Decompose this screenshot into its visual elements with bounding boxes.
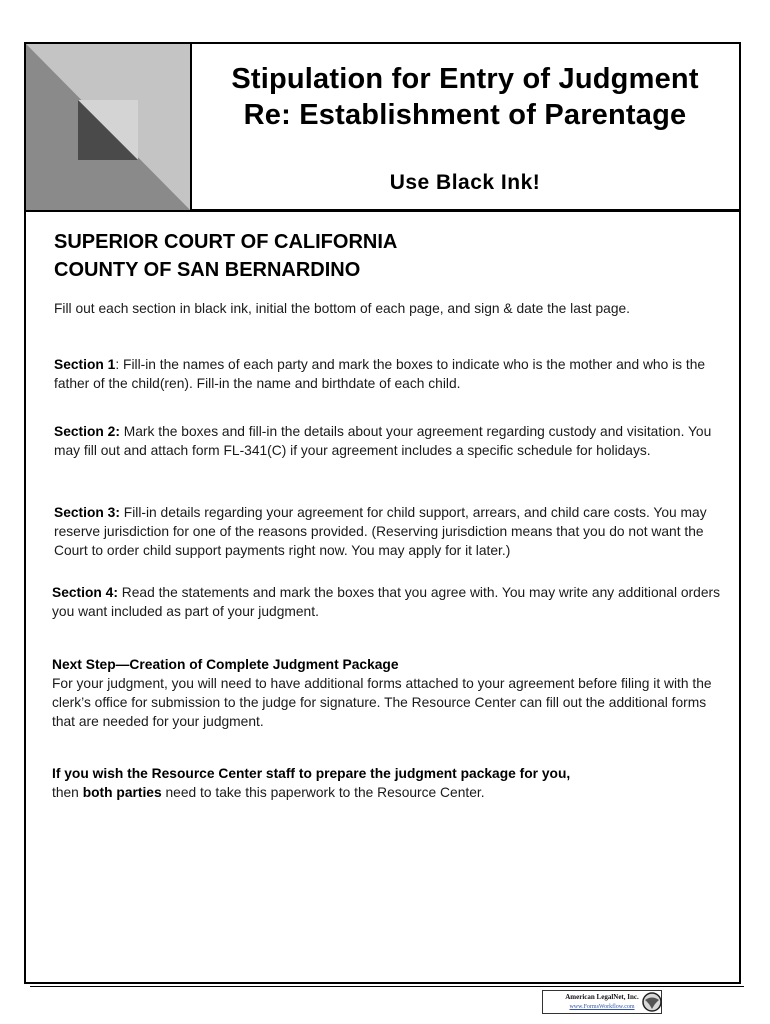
section-2-text: Mark the boxes and fill-in the details about your agreement regarding custody and visitation. You may fill out and attach form FL-341(C) if your agreement includes a specific schedule for holidays. xyxy=(54,424,712,458)
section-3-instructions xyxy=(54,503,724,560)
section-2-instructions xyxy=(54,422,724,460)
footer-divider xyxy=(30,986,744,987)
section-1-instructions xyxy=(54,355,724,393)
resource-center-note xyxy=(52,764,722,802)
section-3-label: Section 3: xyxy=(54,505,120,520)
resource-note-lead-text: If you wish the Resource Center staff to prepare the judgment package for you, xyxy=(52,766,571,781)
resource-note-body xyxy=(52,783,722,802)
square-logo-graphic xyxy=(26,44,190,210)
court-heading xyxy=(54,228,704,284)
legalnet-company: American LegalNet, Inc. xyxy=(565,993,639,1001)
section-4-label: Section 4: xyxy=(52,585,118,600)
section-3-text: Fill-in details regarding your agreement for child support, arrears, and child care costs. You may reserve jurisdiction for one of the reasons provided. (Reserving jurisdiction means that you do not want the Court to order child support payments right now. You may apply for it later.) xyxy=(54,505,707,558)
next-step-block xyxy=(52,655,722,731)
title-area xyxy=(192,44,738,210)
legalnet-globe-icon xyxy=(641,991,663,1013)
resource-note-then: then xyxy=(52,785,83,800)
resource-note-emphasis: both parties xyxy=(82,785,162,800)
next-step-heading xyxy=(52,655,722,674)
section-1-label: Section 1 xyxy=(54,357,116,372)
court-name: SUPERIOR COURT OF CALIFORNIA xyxy=(54,231,398,253)
document-subtitle: Re: Establishment of Parentage xyxy=(243,99,687,131)
next-step-text: For your judgment, you will need to have additional forms attached to your agreement before filing it with the clerk’s office for submission to the judge for signature. The Resource Center can fill out the additional forms that are needed for your judgment. xyxy=(52,676,712,729)
resource-note-lead xyxy=(52,764,722,783)
intro-paragraph: Fill out each section in black ink, initial the bottom of each page, and sign & date the last page. xyxy=(54,301,630,316)
ink-instruction: Use Black Ink! xyxy=(389,171,541,194)
resource-note-rest: need to take this paperwork to the Resource Center. xyxy=(161,785,485,800)
document-title: Stipulation for Entry of Judgment xyxy=(231,63,699,95)
legalnet-url[interactable]: www.FormsWorkflow.com xyxy=(569,1004,635,1010)
next-step-heading-text: Next Step—Creation of Complete Judgment Package xyxy=(52,657,399,672)
square-logo-icon xyxy=(26,44,192,210)
section-4-text: Read the statements and mark the boxes that you agree with. You may write any additional orders you want included as part of your judgment. xyxy=(52,585,720,619)
section-4-instructions xyxy=(52,583,722,621)
section-2-label: Section 2: xyxy=(54,424,120,439)
section-1-text: : Fill-in the names of each party and mark the boxes to indicate who is the mother and who is the father of the child(ren). Fill-in the name and birthdate of each child. xyxy=(54,357,706,391)
legalnet-globe-graphic xyxy=(641,991,663,1013)
county-name: COUNTY OF SAN BERNARDINO xyxy=(54,259,361,281)
